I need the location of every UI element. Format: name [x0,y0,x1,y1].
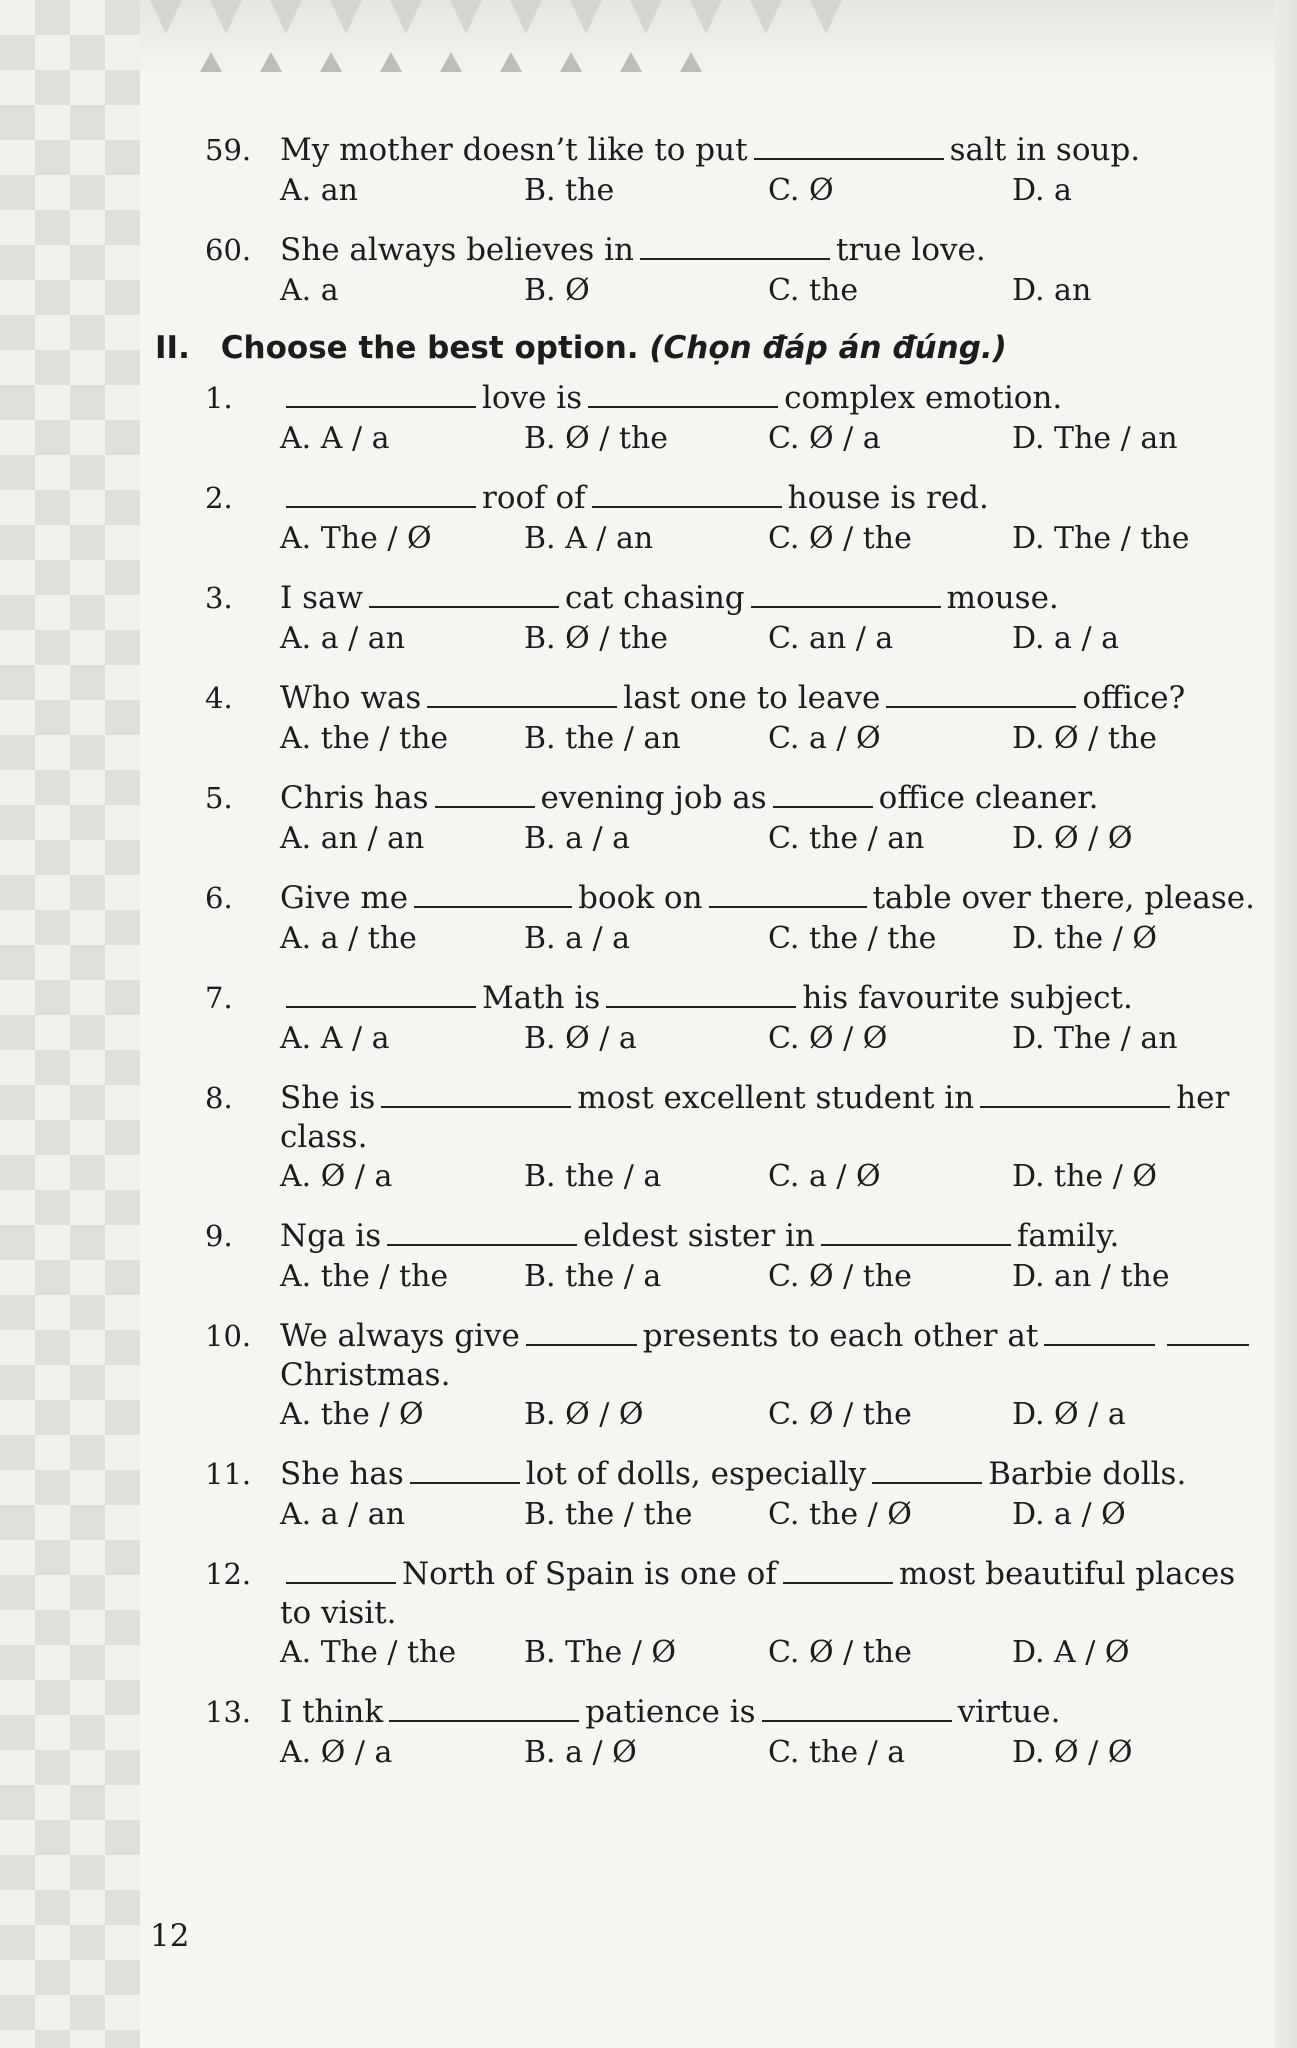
option-d: D. Ø / a [1012,1397,1126,1432]
question-text: her [1176,1080,1230,1116]
option-b: B. the / the [524,1497,693,1532]
answer-options [205,1156,1255,1198]
answer-blank [783,1582,893,1584]
option-d: D. the / Ø [1012,1159,1157,1194]
answer-blank [980,1106,1170,1108]
question-text: eldest sister in [583,1218,815,1254]
answer-blank [872,1482,982,1484]
question-number: 6. [205,881,233,915]
answer-blank [435,806,535,808]
question-number: 2. [205,481,233,515]
section-heading [155,328,1255,368]
option-b: B. the / a [524,1159,662,1194]
option-a: A. Ø / a [280,1735,393,1770]
right-page-edge [1275,0,1297,2048]
question-list [205,378,1255,1792]
section-title: Choose the best option. [220,330,639,366]
answer-blank [369,606,559,608]
answer-options [205,918,1255,960]
question-number: 13. [205,1695,252,1729]
question-text: true love. [835,232,986,268]
option-d: D. a [1012,173,1072,208]
question-text: roof of [482,480,586,516]
answer-blank [387,1244,577,1246]
question-1 [205,378,1255,460]
question-number: 4. [205,681,233,715]
option-a: A. the / the [280,1259,449,1294]
option-b: B. Ø / the [524,421,669,456]
option-d: D. an [1012,273,1092,308]
question-7 [205,978,1255,1060]
option-c: C. a / Ø [768,721,881,756]
question-text: office? [1082,680,1186,716]
answer-blank [592,506,782,508]
question-number: 3. [205,581,233,615]
answer-blank [286,406,476,408]
question-number: 11. [205,1457,252,1491]
question-10 [205,1316,1255,1436]
question-11 [205,1454,1255,1536]
question-text: virtue. [957,1694,1061,1730]
question-number: 8. [205,1081,233,1115]
option-d: D. Ø / Ø [1012,1735,1133,1770]
question-6 [205,878,1255,960]
answer-options [205,518,1255,560]
question-text: Barbie dolls. [988,1456,1187,1492]
question-number: 59. [205,133,252,167]
option-d: D. Ø / the [1012,721,1157,756]
answer-blank [762,1720,952,1722]
question-text: patience is [585,1694,756,1730]
option-a: A. A / a [280,1021,390,1056]
option-d: D. the / Ø [1012,921,1157,956]
option-c: C. the / a [768,1735,906,1770]
option-c: C. Ø / the [768,1635,912,1670]
answer-blank [410,1482,520,1484]
option-d: D. an / the [1012,1259,1170,1294]
question-text: We always give [280,1318,520,1354]
option-a: A. Ø / a [280,1159,393,1194]
option-b: B. the [524,173,615,208]
question-59 [205,130,1255,212]
question-text: presents to each other at [642,1318,1039,1354]
answer-options [205,1256,1255,1298]
question-text: most beautiful places [898,1556,1236,1592]
option-c: C. the [768,273,859,308]
option-c: C. the / the [768,921,937,956]
question-number: 1. [205,381,233,415]
answer-blank [773,806,873,808]
question-text: I think [280,1694,384,1730]
option-c: C. an / a [768,621,894,656]
question-4 [205,678,1255,760]
answer-options [205,618,1255,660]
question-text: I saw [280,580,364,616]
option-b: B. Ø [524,273,590,308]
question-text: She has [280,1456,404,1492]
question-text: family. [1016,1218,1120,1254]
option-d: D. A / Ø [1012,1635,1130,1670]
option-c: C. Ø [768,173,834,208]
question-text: most excellent student in [577,1080,975,1116]
question-text: book on [578,880,703,916]
answer-blank [286,506,476,508]
option-c: C. a / Ø [768,1159,881,1194]
question-number: 12. [205,1557,252,1591]
answer-options [205,170,1255,212]
exercise-content [155,130,1255,1792]
option-d: D. The / an [1012,421,1178,456]
option-b: B. the / a [524,1259,662,1294]
answer-options [205,1394,1255,1436]
option-d: D. The / the [1012,521,1190,556]
question-2 [205,478,1255,560]
question-text: evening job as [540,780,767,816]
option-a: A. a / an [280,621,406,656]
question-text-continued: to visit. [280,1595,397,1631]
option-b: B. a / a [524,921,631,956]
answer-blank [286,1582,396,1584]
option-c: C. Ø / the [768,1397,912,1432]
question-text: My mother doesn’t like to put [280,132,748,168]
option-a: A. The / the [280,1635,457,1670]
option-c: C. Ø / the [768,1259,912,1294]
answer-options [205,718,1255,760]
answer-options [205,1494,1255,1536]
question-text: Math is [482,980,601,1016]
question-text: Give me [280,880,409,916]
question-text: mouse. [946,580,1059,616]
option-c: C. Ø / a [768,421,881,456]
answer-blank [389,1720,579,1722]
option-a: A. an / an [280,821,425,856]
question-text: Who was [280,680,422,716]
question-text: She always believes in [280,232,634,268]
option-d: D. The / an [1012,1021,1178,1056]
question-9 [205,1216,1255,1298]
answer-blank [640,258,830,260]
top-border-pattern [140,0,1297,78]
option-d: D. a / Ø [1012,1497,1126,1532]
option-a: A. a [280,273,339,308]
answer-options [205,1018,1255,1060]
question-text-continued: Christmas. [280,1357,451,1393]
answer-blank [709,906,867,908]
question-5 [205,778,1255,860]
question-number: 60. [205,233,252,267]
question-text: cat chasing [565,580,745,616]
answer-blank [1044,1344,1155,1346]
answer-blank [606,1006,796,1008]
section-number: II. [155,330,190,366]
question-number: 9. [205,1219,233,1253]
question-60 [205,230,1255,312]
question-text: Chris has [280,780,429,816]
question-text-continued: class. [280,1119,368,1155]
option-b: B. Ø / Ø [524,1397,644,1432]
option-a: A. a / an [280,1497,406,1532]
answer-blank [821,1244,1011,1246]
question-13 [205,1692,1255,1774]
option-a: A. A / a [280,421,390,456]
answer-blank [751,606,941,608]
option-c: C. Ø / Ø [768,1021,888,1056]
left-border-pattern [0,0,140,2048]
option-a: A. The / Ø [280,521,432,556]
question-text: She is [280,1080,376,1116]
answer-options [205,270,1255,312]
question-number: 5. [205,781,233,815]
option-b: B. The / Ø [524,1635,676,1670]
answer-blank [286,1006,476,1008]
question-text: house is red. [787,480,989,516]
option-a: A. a / the [280,921,417,956]
option-a: A. the / Ø [280,1397,424,1432]
answer-blank [1167,1344,1249,1346]
option-c: C. the / Ø [768,1497,912,1532]
option-b: B. Ø / a [524,1021,637,1056]
question-12 [205,1554,1255,1674]
option-b: B. a / Ø [524,1735,637,1770]
question-text: North of Spain is one of [402,1556,777,1592]
option-a: A. an [280,173,358,208]
answer-blank [754,158,944,160]
question-text: office cleaner. [878,780,1099,816]
option-b: B. Ø / the [524,621,669,656]
answer-blank [588,406,778,408]
answer-options [205,1732,1255,1774]
option-b: B. the / an [524,721,681,756]
option-c: C. Ø / the [768,521,912,556]
answer-blank [381,1106,571,1108]
question-number: 10. [205,1319,252,1353]
question-text: Nga is [280,1218,382,1254]
option-c: C. the / an [768,821,925,856]
option-a: A. the / the [280,721,449,756]
answer-options [205,418,1255,460]
answer-options [205,818,1255,860]
option-d: D. Ø / Ø [1012,821,1133,856]
question-text: lot of dolls, especially [525,1456,867,1492]
option-b: B. a / a [524,821,631,856]
question-text: love is [482,380,583,416]
page-number: 12 [150,1918,190,1954]
answer-options [205,1632,1255,1674]
question-3 [205,578,1255,660]
question-text: complex emotion. [784,380,1063,416]
question-text: last one to leave [623,680,881,716]
option-b: B. A / an [524,521,654,556]
question-text: table over there, please. [872,880,1255,916]
question-text: salt in soup. [949,132,1141,168]
question-8 [205,1078,1255,1198]
question-number: 7. [205,981,233,1015]
answer-blank [526,1344,637,1346]
answer-blank [414,906,572,908]
option-d: D. a / a [1012,621,1120,656]
question-text: his favourite subject. [802,980,1133,1016]
answer-blank [427,706,617,708]
section-subtitle: (Chọn đáp án đúng.) [649,330,1007,366]
answer-blank [886,706,1076,708]
